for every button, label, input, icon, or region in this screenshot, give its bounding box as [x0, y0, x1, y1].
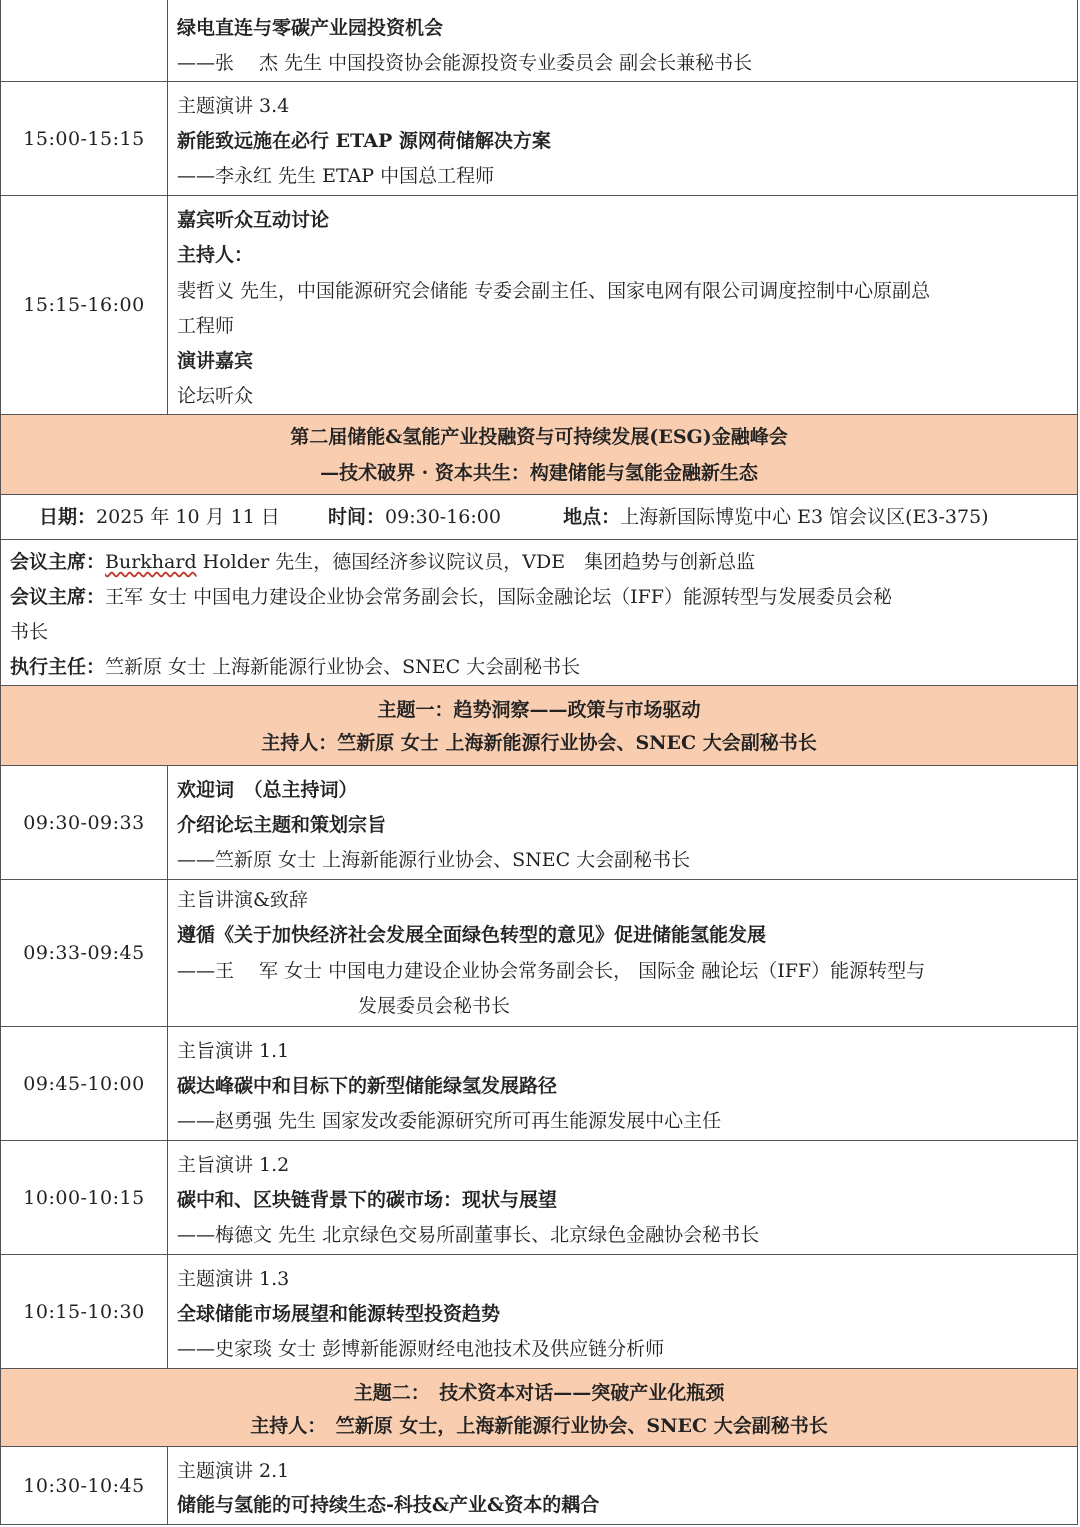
agenda-row	[0, 1255, 1078, 1369]
chair-1-details: Holder 先生，德国经济参议院议员，VDE 集团趋势与创新总监	[196, 551, 756, 573]
theme-2-banner	[0, 1369, 1078, 1447]
agenda-row	[0, 766, 1078, 880]
session-content	[168, 880, 1077, 1026]
session-label: 主题演讲 2.1	[177, 1460, 290, 1482]
session-content	[168, 1447, 1077, 1524]
host-name: 裴哲义 先生，中国能源研究会储能 专委会副主任、国家电网有限公司调度控制中心原副总	[177, 280, 931, 302]
session-time	[1, 0, 168, 81]
exec-director	[10, 655, 1071, 679]
event-info-row	[0, 495, 1078, 540]
theme-1-host: 主持人：竺新原 女士 上海新能源行业协会、SNEC 大会副秘书长	[261, 732, 817, 754]
session-time: 09:45-10:00	[1, 1027, 168, 1140]
session-title: 新能致远施在必行 ETAP 源网荷储解决方案	[177, 130, 551, 152]
place-value: 上海新国际博览中心 E3 馆会议区(E3-375)	[620, 506, 989, 528]
place-label: 地点：	[563, 506, 621, 528]
theme-2-title: 主题二： 技术资本对话——突破产业化瓶颈	[353, 1382, 725, 1404]
time-value: 09:30-16:00	[385, 506, 501, 528]
agenda-row	[0, 1141, 1078, 1255]
theme-1-banner	[0, 686, 1078, 766]
agenda-row	[0, 0, 1078, 82]
session-speaker: ——王 军 女士 中国电力建设企业协会常务副会长， 国际金 融论坛（IFF）能源转型与	[177, 960, 926, 982]
session-speaker-cont: 发展委员会秘书长	[358, 995, 511, 1017]
chair-2-details: 王军 女士 中国电力建设企业协会常务副会长，国际金融论坛（IFF）能源转型与发展委员会秘	[105, 586, 892, 608]
session-time: 15:15-16:00	[1, 196, 168, 414]
chair-1	[10, 550, 1071, 574]
session-title: 储能与氢能的可持续生态-科技&产业&资本的耦合	[177, 1494, 600, 1516]
session-time: 10:00-10:15	[1, 1141, 168, 1254]
session-content	[168, 1141, 1077, 1254]
chair-1-label: 会议主席：	[10, 551, 106, 573]
session-speaker: ——竺新原 女士 上海新能源行业协会、SNEC 大会副秘书长	[177, 849, 691, 871]
session-speaker: ——史家琰 女士 彭博新能源财经电池技术及供应链分析师	[177, 1338, 665, 1360]
summit-banner	[0, 415, 1078, 495]
summit-title: 第二届储能&氢能产业投融资与可持续发展(ESG)金融峰会	[290, 426, 788, 448]
session-title: 遵循《关于加快经济社会发展全面绿色转型的意见》促进储能氢能发展	[177, 924, 767, 946]
session-title: 碳中和、区块链背景下的碳市场：现状与展望	[177, 1189, 558, 1211]
host-label: 主持人：	[177, 244, 254, 266]
session-label: 主题演讲 1.3	[177, 1268, 290, 1290]
date-value: 2025 年 10 月 11 日	[96, 506, 280, 528]
agenda-row	[0, 1447, 1078, 1525]
session-subtitle: 介绍论坛主题和策划宗旨	[177, 814, 387, 836]
session-time: 15:00-15:15	[1, 82, 168, 195]
session-content	[168, 196, 1077, 414]
session-content	[168, 82, 1077, 195]
theme-1-title: 主题一：趋势洞察——政策与市场驱动	[377, 699, 701, 721]
session-time: 09:30-09:33	[1, 766, 168, 879]
session-time: 10:15-10:30	[1, 1255, 168, 1368]
chair-2-cont: 书长	[10, 621, 49, 643]
exec-details: 竺新原 女士 上海新能源行业协会、SNEC 大会副秘书长	[105, 656, 581, 678]
speakers-label: 演讲嘉宾	[177, 350, 254, 372]
session-time: 10:30-10:45	[1, 1447, 168, 1524]
event-info	[39, 505, 1071, 529]
agenda-row	[0, 880, 1078, 1027]
session-speaker: ——李永红 先生 ETAP 中国总工程师	[177, 165, 495, 187]
agenda-row	[0, 1027, 1078, 1141]
session-content	[168, 766, 1077, 879]
session-label: 主旨演讲 1.1	[177, 1040, 290, 1062]
chair-1-firstname: Burkhard	[105, 551, 197, 573]
chairs-row	[0, 540, 1078, 686]
session-title: 嘉宾听众互动讨论	[177, 209, 330, 231]
session-speaker: ——梅德文 先生 北京绿色交易所副董事长、北京绿色金融协会秘书长	[177, 1224, 760, 1246]
session-title: 全球储能市场展望和能源转型投资趋势	[177, 1303, 501, 1325]
chair-2-label: 会议主席：	[10, 586, 106, 608]
session-title: 欢迎词 （总主持词）	[177, 779, 358, 801]
session-label: 主旨演讲 1.2	[177, 1154, 290, 1176]
theme-2-host: 主持人： 竺新原 女士，上海新能源行业协会、SNEC 大会副秘书长	[250, 1415, 828, 1437]
chair-2	[10, 585, 1071, 609]
audience-label: 论坛听众	[177, 385, 254, 407]
date-label: 日期：	[39, 506, 97, 528]
session-speaker: ——张 杰 先生 中国投资协会能源投资专业委员会 副会长兼秘书长	[177, 52, 753, 74]
agenda-row	[0, 82, 1078, 196]
session-title: 绿电直连与零碳产业园投资机会	[177, 17, 444, 39]
session-content	[168, 1027, 1077, 1140]
session-title: 碳达峰碳中和目标下的新型储能绿氢发展路径	[177, 1075, 558, 1097]
summit-subtitle: —技术破界 · 资本共生：构建储能与氢能金融新生态	[320, 462, 758, 484]
session-label: 主题演讲 3.4	[177, 95, 290, 117]
exec-label: 执行主任：	[10, 656, 106, 678]
session-time: 09:33-09:45	[1, 880, 168, 1026]
session-speaker: ——赵勇强 先生 国家发改委能源研究所可再生能源发展中心主任	[177, 1110, 722, 1132]
session-content	[168, 0, 1077, 81]
time-label: 时间：	[328, 506, 386, 528]
session-label: 主旨讲演&致辞	[177, 889, 308, 911]
session-content	[168, 1255, 1077, 1368]
host-name-cont: 工程师	[177, 315, 235, 337]
agenda-row	[0, 196, 1078, 415]
